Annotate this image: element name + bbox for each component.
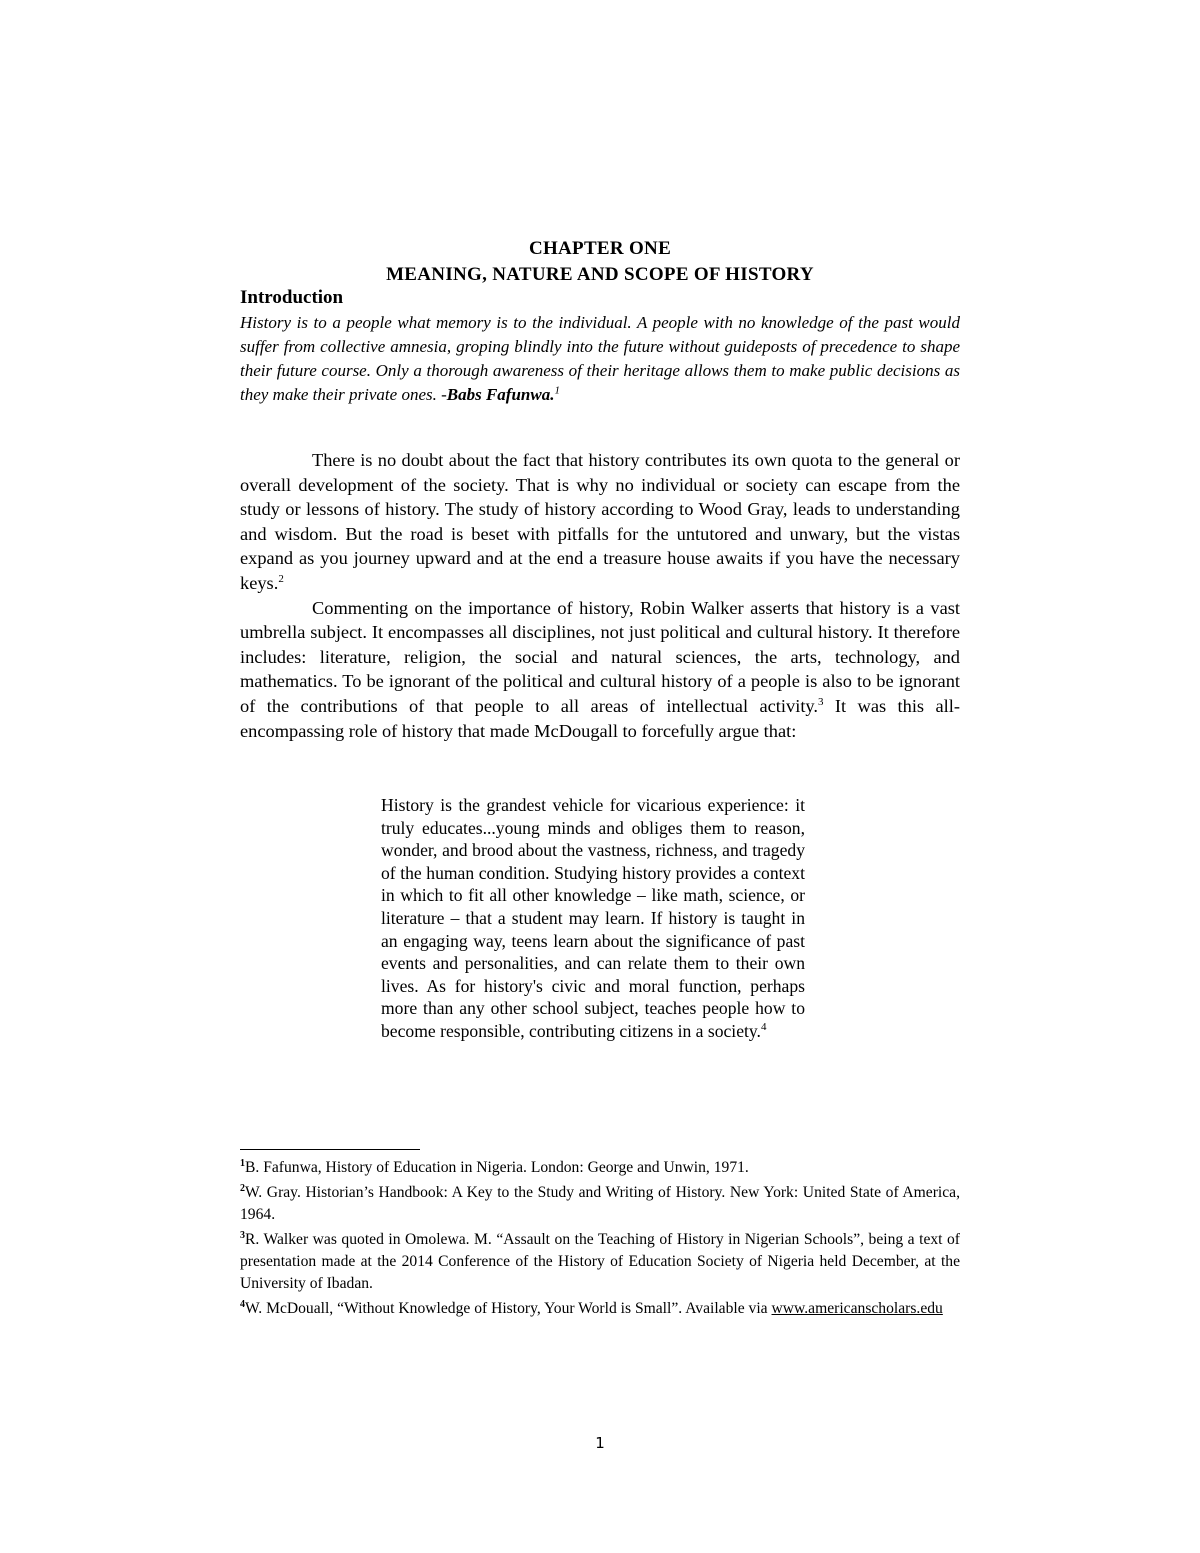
footnote-text: W. Gray. Historian’s Handbook: A Key to the Study and Writing of History. New York: United State of America, 1964. bbox=[240, 1184, 960, 1223]
footnote-ref-2: 2 bbox=[278, 572, 284, 585]
footnote-number: 3 bbox=[240, 1229, 245, 1241]
footnote-4 bbox=[240, 1298, 960, 1320]
footnote-ref-4: 4 bbox=[760, 1021, 767, 1034]
footnote-number: 2 bbox=[240, 1182, 245, 1194]
footnote-2 bbox=[240, 1182, 960, 1226]
page-number: 1 bbox=[595, 1434, 605, 1452]
paragraph-2 bbox=[240, 596, 960, 744]
footnote-ref-3: 3 bbox=[818, 695, 824, 708]
paragraph-2-text: Commenting on the importance of history, Robin Walker asserts that history is a vast umbrella subject. It encompasses all disciplines, not just political and cultural history. It therefore includes: literature, religion, the social and natural sciences, the arts, technology, and mathematics. To be ignorant of the political and cultural history of a people is also to be ignorant of the contributions of that people to all areas of intellectual activity. bbox=[240, 597, 960, 716]
footnote-text: W. McDouall, “Without Knowledge of History, Your World is Small”. Available via bbox=[245, 1300, 772, 1317]
footnote-1 bbox=[240, 1157, 960, 1179]
footnote-text: B. Fafunwa, History of Education in Nigeria. London: George and Unwin, 1971. bbox=[245, 1159, 749, 1176]
epigraph-author: Babs Fafunwa. bbox=[446, 385, 555, 404]
body-text bbox=[240, 448, 960, 743]
paragraph-2-tail: It was this all-encompassing role of history that made McDougall to forcefully argue that: bbox=[240, 695, 960, 741]
chapter-heading bbox=[240, 236, 960, 288]
footnotes bbox=[240, 1157, 960, 1323]
chapter-number: CHAPTER ONE bbox=[528, 238, 672, 259]
paragraph-1-text: There is no doubt about the fact that history contributes its own quota to the general or overall development of the society. That is why no individual or society can escape from the study or lessons of history. The study of history according to Wood Gray, leads to understanding and wisdom. But the road is beset with pitfalls for the untutored and unwary, but the vistas expand as you journey upward and at the end a treasure house awaits if you have the necessary keys. bbox=[240, 450, 960, 593]
footnote-number: 4 bbox=[240, 1298, 245, 1310]
footnote-link[interactable]: www.americanscholars.edu bbox=[771, 1300, 943, 1317]
footnote-3 bbox=[240, 1229, 960, 1295]
footnote-ref-1: 1 bbox=[554, 384, 560, 397]
footnote-text: R. Walker was quoted in Omolewa. M. “Assault on the Teaching of History in Nigerian Schools”, being a text of presentation made at the 2014 Conference of the History of Education Society of Nigeria held December, at the University of Ibadan. bbox=[240, 1231, 960, 1292]
section-heading-introduction: Introduction bbox=[240, 287, 344, 308]
block-quote-text: History is the grandest vehicle for vicarious experience: it truly educates...young minds and obliges them to reason, wonder, and brood about the vastness, richness, and tragedy of the human condition. Studying history provides a context in which to fit all other knowledge – like math, science, or literature – that a student may learn. If history is taught in an engaging way, teens learn about the significance of past events and personalities, and can relate them to their own lives. As for history's civic and moral function, perhaps more than any other school subject, teaches people how to become responsible, contributing citizens in a society. bbox=[381, 795, 805, 1041]
footnote-divider bbox=[240, 1149, 420, 1150]
epigraph-text: History is to a people what memory is to the individual. A people with no knowledge of the past would suffer from collective amnesia, groping blindly into the future without guideposts of precedence to shape their future course. Only a thorough awareness of their heritage allows them to make public decisions as they make their private ones. - bbox=[240, 313, 960, 404]
chapter-title: MEANING, NATURE AND SCOPE OF HISTORY bbox=[386, 264, 814, 285]
footnote-number: 1 bbox=[240, 1157, 245, 1169]
block-quote bbox=[381, 794, 805, 1043]
paragraph-1 bbox=[240, 448, 960, 596]
epigraph bbox=[240, 311, 960, 407]
